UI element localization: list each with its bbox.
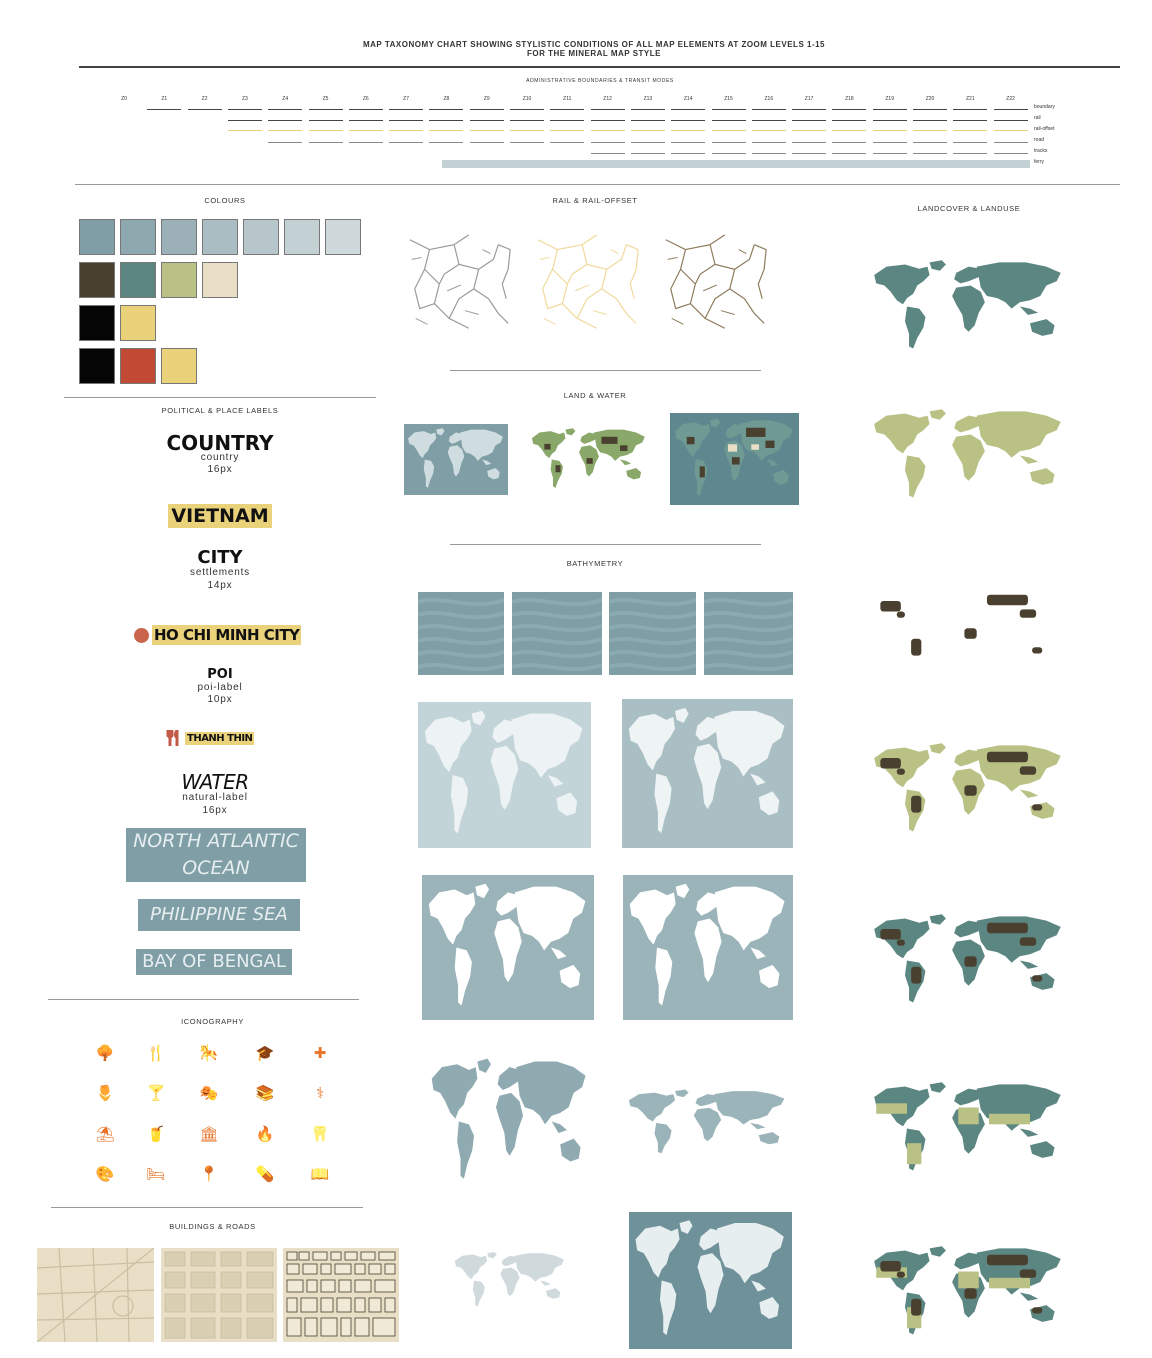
style-line-boundary	[429, 109, 463, 110]
water-example-atlantic	[126, 828, 306, 882]
style-line-road	[792, 142, 826, 143]
restaurant-icon	[165, 730, 179, 746]
landcover-map-1	[866, 254, 1071, 359]
style-line-road	[631, 142, 665, 143]
landwater-map-full	[670, 413, 799, 505]
style-line-boundary	[671, 109, 705, 110]
style-line-road	[591, 142, 625, 143]
style-line-boundary	[752, 109, 786, 110]
buildings-tile-z13	[37, 1248, 154, 1342]
admin-section-title: ADMINISTRATIVE BOUNDARIES & TRANSIT MODES	[526, 78, 674, 84]
style-line-road	[309, 142, 343, 143]
bathymetry-tile-5	[418, 702, 591, 848]
water-example-atlantic-l2: OCEAN	[182, 857, 250, 879]
colour-swatch	[120, 305, 156, 341]
colour-swatch	[79, 219, 115, 255]
style-line-boundary	[631, 109, 665, 110]
colour-swatch	[79, 305, 115, 341]
style-line-boundary	[389, 109, 423, 110]
style-line-road	[349, 142, 383, 143]
landcover-map-7	[866, 1240, 1071, 1345]
restaurant-icon: 🍴	[146, 1044, 166, 1062]
museum-icon: 🏛	[199, 1125, 219, 1143]
style-line-tracks	[873, 153, 907, 154]
landcover-map-6	[866, 1076, 1071, 1181]
zoom-label-z9: Z9	[483, 96, 490, 102]
poi-example-text: THANH THIN	[187, 732, 253, 744]
buildings-title: BUILDINGS & ROADS	[169, 1222, 256, 1231]
water-example-atlantic-l1: NORTH ATLANTIC	[133, 830, 299, 852]
style-line-rail-offset	[389, 130, 423, 131]
style-line-rail-offset	[994, 130, 1028, 131]
water-example-philippine: PHILIPPINE SEA	[138, 899, 300, 931]
stethoscope-icon: ⚕	[315, 1084, 325, 1102]
palette-icon: 🎨	[95, 1165, 115, 1183]
style-line-rail-offset	[671, 130, 705, 131]
tree-icon: 🌳	[95, 1044, 115, 1062]
style-line-rail-offset	[268, 130, 302, 131]
colours-divider	[64, 397, 376, 398]
book-icon: 📖	[310, 1165, 330, 1183]
landcover-map-2	[866, 403, 1071, 508]
style-line-tracks	[953, 153, 987, 154]
style-line-rail-offset	[913, 130, 947, 131]
colour-swatch	[161, 219, 197, 255]
style-line-road	[671, 142, 705, 143]
zoom-label-z11: Z11	[563, 96, 572, 102]
bathymetry-tile-8	[623, 875, 793, 1020]
style-line-boundary	[309, 109, 343, 110]
zoom-label-z17: Z17	[804, 96, 814, 102]
landcover-title: LANDCOVER & LANDUSE	[917, 204, 1021, 213]
style-line-tracks	[913, 153, 947, 154]
style-line-tracks	[832, 153, 866, 154]
style-line-road	[752, 142, 786, 143]
poi-size: 10px	[207, 694, 233, 705]
style-line-road	[389, 142, 423, 143]
bathymetry-tile-11	[450, 1248, 570, 1313]
colour-swatch	[243, 219, 279, 255]
beach-umbrella-icon: ⛱	[95, 1125, 115, 1143]
iconography-title: ICONOGRAPHY	[181, 1017, 244, 1026]
style-line-boundary	[953, 109, 987, 110]
style-line-road	[913, 142, 947, 143]
landcover-map-4	[866, 737, 1071, 842]
bathymetry-tile-3	[609, 592, 696, 675]
ferry-band	[442, 160, 1030, 168]
zoom-label-z15: Z15	[724, 96, 733, 102]
colour-swatch	[120, 219, 156, 255]
style-line-rail	[792, 120, 826, 121]
style-line-rail-offset	[470, 130, 504, 131]
colour-swatch	[79, 262, 115, 298]
style-line-tracks	[994, 153, 1028, 154]
country-label-sample: COUNTRY	[166, 431, 274, 455]
poi-layer: poi-label	[197, 682, 243, 693]
city-label-sample: CITY	[197, 547, 243, 568]
style-line-rail	[631, 120, 665, 121]
lodging-bed-icon: 🛏	[146, 1165, 166, 1183]
city-dot-icon	[134, 628, 149, 643]
colour-swatch	[161, 348, 197, 384]
style-line-boundary	[188, 109, 222, 110]
country-example-text: VIETNAM	[168, 504, 271, 528]
zoom-label-z22: Z22	[1006, 96, 1015, 102]
water-size: 16px	[202, 805, 228, 816]
style-label-tracks: tracks	[1034, 148, 1048, 154]
style-line-boundary	[792, 109, 826, 110]
water-label-sample: WATER	[181, 770, 249, 794]
style-line-rail-offset	[228, 130, 262, 131]
style-line-rail-offset	[832, 130, 866, 131]
zoom-label-z20: Z20	[925, 96, 935, 102]
pin-icon: 📍	[199, 1165, 219, 1183]
zoom-label-z10: Z10	[522, 96, 532, 102]
bathymetry-tile-4	[704, 592, 793, 675]
tulip-icon: 🌷	[95, 1084, 115, 1102]
chart-title-line2: FOR THE MINERAL MAP STYLE	[527, 49, 661, 58]
style-line-tracks	[712, 153, 746, 154]
labels-divider	[48, 999, 359, 1000]
country-example	[120, 504, 320, 528]
bathymetry-tile-12	[629, 1212, 792, 1349]
rail-map-grey	[400, 228, 518, 340]
colour-swatch	[202, 219, 238, 255]
poi-example	[165, 730, 305, 746]
style-line-rail-offset	[631, 130, 665, 131]
theatre-masks-icon: 🎭	[199, 1084, 219, 1102]
colour-swatch	[325, 219, 361, 255]
style-line-tracks	[792, 153, 826, 154]
style-line-rail	[228, 120, 262, 121]
graduation-cap-icon: 🎓	[255, 1044, 275, 1062]
style-line-road	[470, 142, 504, 143]
zoom-label-z1: Z1	[161, 96, 168, 102]
style-line-boundary	[591, 109, 625, 110]
style-line-boundary	[873, 109, 907, 110]
style-label-boundary: boundary	[1034, 104, 1055, 110]
style-line-road	[429, 142, 463, 143]
style-line-tracks	[671, 153, 705, 154]
style-line-rail	[349, 120, 383, 121]
style-line-rail	[671, 120, 705, 121]
style-line-rail-offset	[953, 130, 987, 131]
style-line-road	[953, 142, 987, 143]
hospital-cross-icon: ✚	[313, 1044, 327, 1062]
rail-title: RAIL & RAIL-OFFSET	[552, 196, 638, 205]
city-layer: settlements	[190, 567, 250, 578]
colour-swatch	[161, 262, 197, 298]
style-line-boundary	[268, 109, 302, 110]
colour-swatch	[202, 262, 238, 298]
carousel-icon: 🎠	[199, 1044, 219, 1062]
style-line-rail	[309, 120, 343, 121]
rail-map-offset	[656, 228, 774, 340]
style-line-rail	[873, 120, 907, 121]
bathymetry-tile-6	[622, 699, 793, 848]
landcover-map-5	[866, 908, 1071, 1013]
landcover-map-3	[866, 580, 1071, 685]
style-line-tracks	[631, 153, 665, 154]
water-example-bengal: BAY OF BENGAL	[136, 949, 292, 975]
water-layer: natural-label	[182, 792, 248, 803]
style-line-rail	[913, 120, 947, 121]
style-label-road: road	[1034, 137, 1045, 143]
zoom-label-z2: Z2	[201, 96, 208, 102]
style-line-boundary	[913, 109, 947, 110]
colour-swatch	[284, 219, 320, 255]
country-size: 16px	[207, 464, 233, 475]
landwater-map-landcover	[527, 424, 651, 495]
zoom-label-z16: Z16	[764, 96, 774, 102]
style-line-rail	[832, 120, 866, 121]
city-size: 14px	[207, 580, 233, 591]
style-line-rail-offset	[752, 130, 786, 131]
style-line-rail-offset	[792, 130, 826, 131]
style-label-ferry: ferry	[1034, 159, 1044, 165]
bathymetry-tile-1	[418, 592, 504, 675]
landwater-title: LAND & WATER	[563, 391, 627, 400]
zoom-label-z6: Z6	[362, 96, 369, 102]
zoom-label-z19: Z19	[885, 96, 894, 102]
bathymetry-title: BATHYMETRY	[566, 559, 624, 568]
labels-title: POLITICAL & PLACE LABELS	[161, 406, 279, 415]
zoom-label-z0: Z0	[121, 96, 127, 102]
zoom-label-z21: Z21	[965, 96, 975, 102]
zoom-level-grid	[0, 0, 1152, 180]
colour-swatch	[79, 348, 115, 384]
style-line-rail-offset	[591, 130, 625, 131]
style-label-rail-offset: rail-offset	[1034, 126, 1055, 132]
style-line-boundary	[510, 109, 544, 110]
colour-swatch	[120, 262, 156, 298]
style-line-road	[994, 142, 1028, 143]
zoom-label-z13: Z13	[643, 96, 653, 102]
chart-title-line1: MAP TAXONOMY CHART SHOWING STYLISTIC CONDITIONS OF ALL MAP ELEMENTS AT ZOOM LEVELS 1-15	[362, 40, 826, 49]
style-line-rail	[712, 120, 746, 121]
style-line-rail	[470, 120, 504, 121]
rail-divider	[450, 370, 761, 371]
style-line-boundary	[228, 109, 262, 110]
poi-label-sample: POI	[207, 667, 233, 682]
style-line-road	[873, 142, 907, 143]
style-line-road	[268, 142, 302, 143]
style-line-rail	[268, 120, 302, 121]
style-line-boundary	[550, 109, 584, 110]
style-line-tracks	[591, 153, 625, 154]
style-line-boundary	[147, 109, 181, 110]
colours-title: COLOURS	[204, 196, 246, 205]
zoom-label-z3: Z3	[241, 96, 248, 102]
style-line-boundary	[712, 109, 746, 110]
style-line-rail	[752, 120, 786, 121]
drink-cup-icon: 🥤	[146, 1125, 166, 1143]
style-line-boundary	[349, 109, 383, 110]
bathymetry-tile-10	[622, 1085, 793, 1161]
cocktail-icon: 🍸	[146, 1084, 166, 1102]
style-line-boundary	[994, 109, 1028, 110]
zoom-label-z12: Z12	[603, 96, 612, 102]
rail-map-yellow	[528, 228, 646, 340]
style-line-boundary	[470, 109, 504, 110]
style-line-boundary	[832, 109, 866, 110]
zoom-label-z7: Z7	[403, 96, 410, 102]
buildings-tile-z15	[161, 1248, 277, 1342]
style-line-rail	[994, 120, 1028, 121]
country-layer: country	[200, 452, 240, 463]
fire-icon: 🔥	[255, 1125, 275, 1143]
zoom-label-z14: Z14	[683, 96, 693, 102]
style-line-rail-offset	[349, 130, 383, 131]
zoom-label-z18: Z18	[845, 96, 854, 102]
style-line-rail	[510, 120, 544, 121]
style-line-rail	[429, 120, 463, 121]
city-example	[134, 625, 314, 645]
iconography-divider	[51, 1207, 363, 1208]
style-line-rail-offset	[309, 130, 343, 131]
style-line-rail	[591, 120, 625, 121]
colour-swatch	[120, 348, 156, 384]
zoom-label-z4: Z4	[282, 96, 289, 102]
bathymetry-tile-7	[422, 875, 594, 1020]
style-line-road	[832, 142, 866, 143]
style-line-rail	[550, 120, 584, 121]
style-label-rail: rail	[1034, 115, 1041, 121]
style-line-road	[550, 142, 584, 143]
bathymetry-tile-2	[512, 592, 602, 675]
admin-divider	[75, 184, 1120, 185]
landwater-map-basic	[404, 424, 508, 495]
landwater-divider	[450, 544, 761, 545]
zoom-label-z5: Z5	[322, 96, 329, 102]
buildings-tile-z17	[283, 1248, 399, 1342]
style-line-road	[510, 142, 544, 143]
zoom-label-z8: Z8	[443, 96, 450, 102]
style-line-rail	[953, 120, 987, 121]
style-line-rail	[389, 120, 423, 121]
style-line-rail-offset	[873, 130, 907, 131]
style-line-road	[712, 142, 746, 143]
pharmacy-icon: 💊	[255, 1165, 275, 1183]
style-line-rail-offset	[429, 130, 463, 131]
style-line-rail-offset	[712, 130, 746, 131]
bathymetry-tile-9	[425, 1050, 594, 1193]
library-icon: 📚	[255, 1084, 275, 1102]
style-line-rail-offset	[510, 130, 544, 131]
style-line-rail-offset	[550, 130, 584, 131]
city-example-text: HO CHI MINH CITY	[154, 626, 300, 644]
dentist-tooth-icon: 🦷	[310, 1125, 330, 1143]
style-line-tracks	[752, 153, 786, 154]
